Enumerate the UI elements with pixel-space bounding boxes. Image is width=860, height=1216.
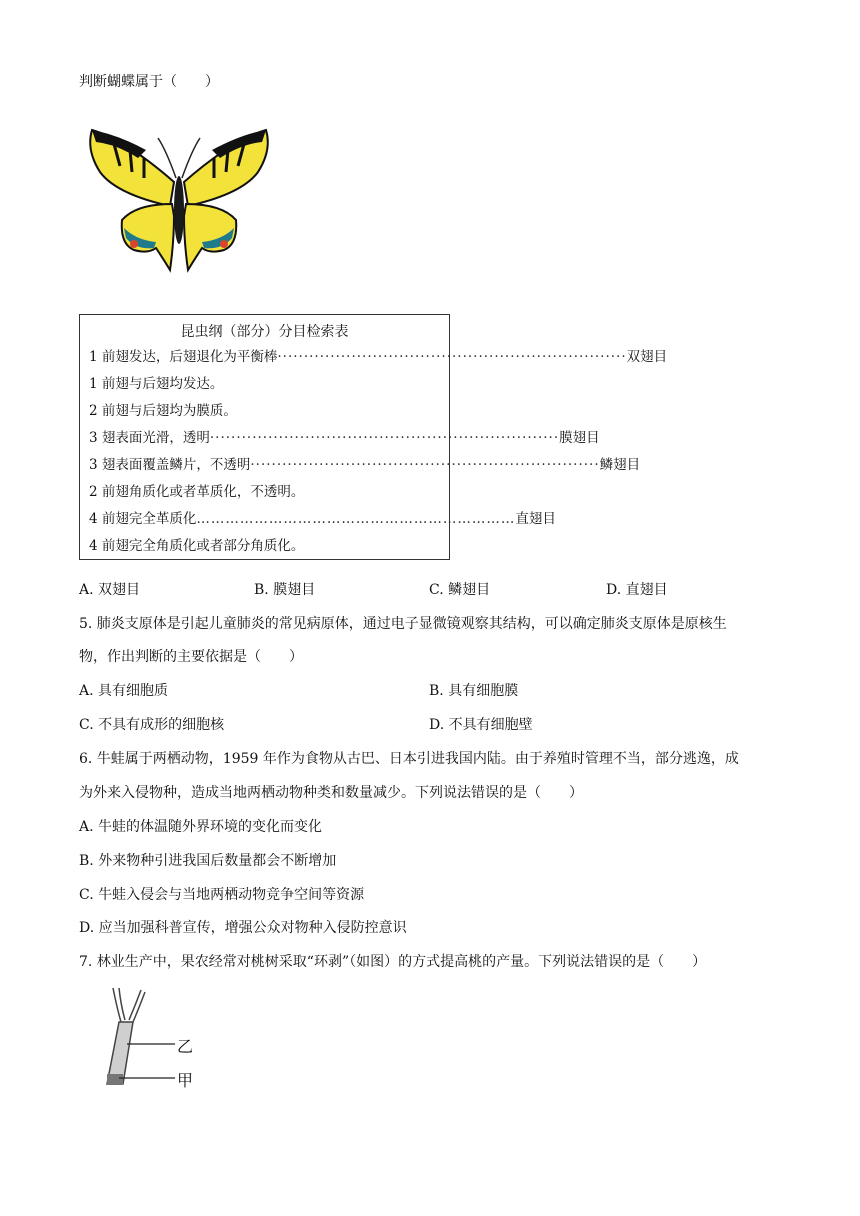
table-row bbox=[89, 536, 429, 556]
row-text: 1 前翅与后翅均发达。 bbox=[89, 376, 224, 392]
table-row bbox=[89, 428, 600, 448]
row-text: 3 翅表面覆盖鳞片，不透明 bbox=[89, 457, 251, 473]
q5-stem-line2: 物，作出判断的主要依据是（ ） bbox=[79, 649, 303, 665]
row-text: 2 前翅角质化或者革质化，不透明。 bbox=[89, 484, 305, 500]
table-row bbox=[89, 347, 668, 367]
row-order: 双翅目 bbox=[626, 349, 668, 365]
row-text: 4 前翅完全革质化 bbox=[89, 511, 197, 527]
q6-option-a[interactable]: A. 牛蛙的体温随外界环境的变化而变化 bbox=[79, 819, 323, 835]
insect-key-table bbox=[79, 314, 668, 560]
q5-option-b[interactable]: B. 具有细胞膜 bbox=[429, 683, 519, 699]
q4-option-b[interactable]: B. 膜翅目 bbox=[254, 582, 316, 598]
table-row bbox=[89, 401, 429, 421]
table-row bbox=[89, 374, 429, 394]
row-order: 直翅目 bbox=[515, 511, 556, 527]
q5-option-c[interactable]: C. 不具有成形的细胞核 bbox=[79, 717, 225, 733]
row-text: 1 前翅发达，后翅退化为平衡棒 bbox=[89, 349, 278, 365]
table-row bbox=[89, 482, 429, 502]
leader-dots: ·································································· bbox=[209, 430, 560, 446]
q4-option-c[interactable]: C. 鳞翅目 bbox=[429, 582, 491, 598]
leader-dots: ·································································· bbox=[250, 457, 600, 473]
table-row bbox=[89, 455, 641, 475]
label-yi: 乙 bbox=[177, 1037, 194, 1056]
table-title: 昆虫纲（部分）分目检索表 bbox=[180, 324, 349, 340]
row-order: 鳞翅目 bbox=[599, 457, 641, 473]
leader-dots: ………………………………………………………… bbox=[196, 511, 516, 527]
q5-stem-line1: 5. 肺炎支原体是引起儿童肺炎的常见病原体，通过电子显微镜观察其结构，可以确定肺炎支原体是原核生 bbox=[79, 616, 727, 632]
label-jia: 甲 bbox=[177, 1071, 194, 1090]
q6-stem-line1: 6. 牛蛙属于两栖动物，1959 年作为食物从古巴、日本引进我国内陆。由于养殖时管理不当，部分逃逸，成 bbox=[79, 751, 739, 767]
q7-stem: 7. 林业生产中，果农经常对桃树采取“环剥”（如图）的方式提高桃的产量。下列说法错误的是（ ） bbox=[79, 954, 707, 970]
row-text: 4 前翅完全角质化或者部分角质化。 bbox=[89, 538, 305, 554]
q6-option-c[interactable]: C. 牛蛙入侵会与当地两栖动物竞争空间等资源 bbox=[79, 887, 365, 903]
q4-option-a[interactable]: A. 双翅目 bbox=[79, 582, 141, 598]
q6-option-b[interactable]: B. 外来物种引进我国后数量都会不断增加 bbox=[79, 853, 337, 869]
table-row bbox=[89, 509, 556, 529]
q5-option-a[interactable]: A. 具有细胞质 bbox=[79, 683, 169, 699]
q5-option-d[interactable]: D. 不具有细胞壁 bbox=[429, 717, 533, 733]
leader-dots: ·································································· bbox=[277, 349, 627, 365]
butterfly-image bbox=[86, 120, 272, 276]
row-order: 膜翅目 bbox=[559, 430, 600, 446]
row-text: 3 翅表面光滑，透明 bbox=[89, 430, 210, 446]
q4-stem: 判断蝴蝶属于（ ） bbox=[79, 74, 219, 90]
row-text: 2 前翅与后翅均为膜质。 bbox=[89, 403, 237, 419]
q6-stem-line2: 为外来入侵物种，造成当地两栖动物种类和数量减少。下列说法错误的是（ ） bbox=[79, 785, 583, 801]
q4-option-d[interactable]: D. 直翅目 bbox=[606, 582, 668, 598]
q6-option-d[interactable]: D. 应当加强科普宣传，增强公众对物种入侵防控意识 bbox=[79, 920, 407, 936]
